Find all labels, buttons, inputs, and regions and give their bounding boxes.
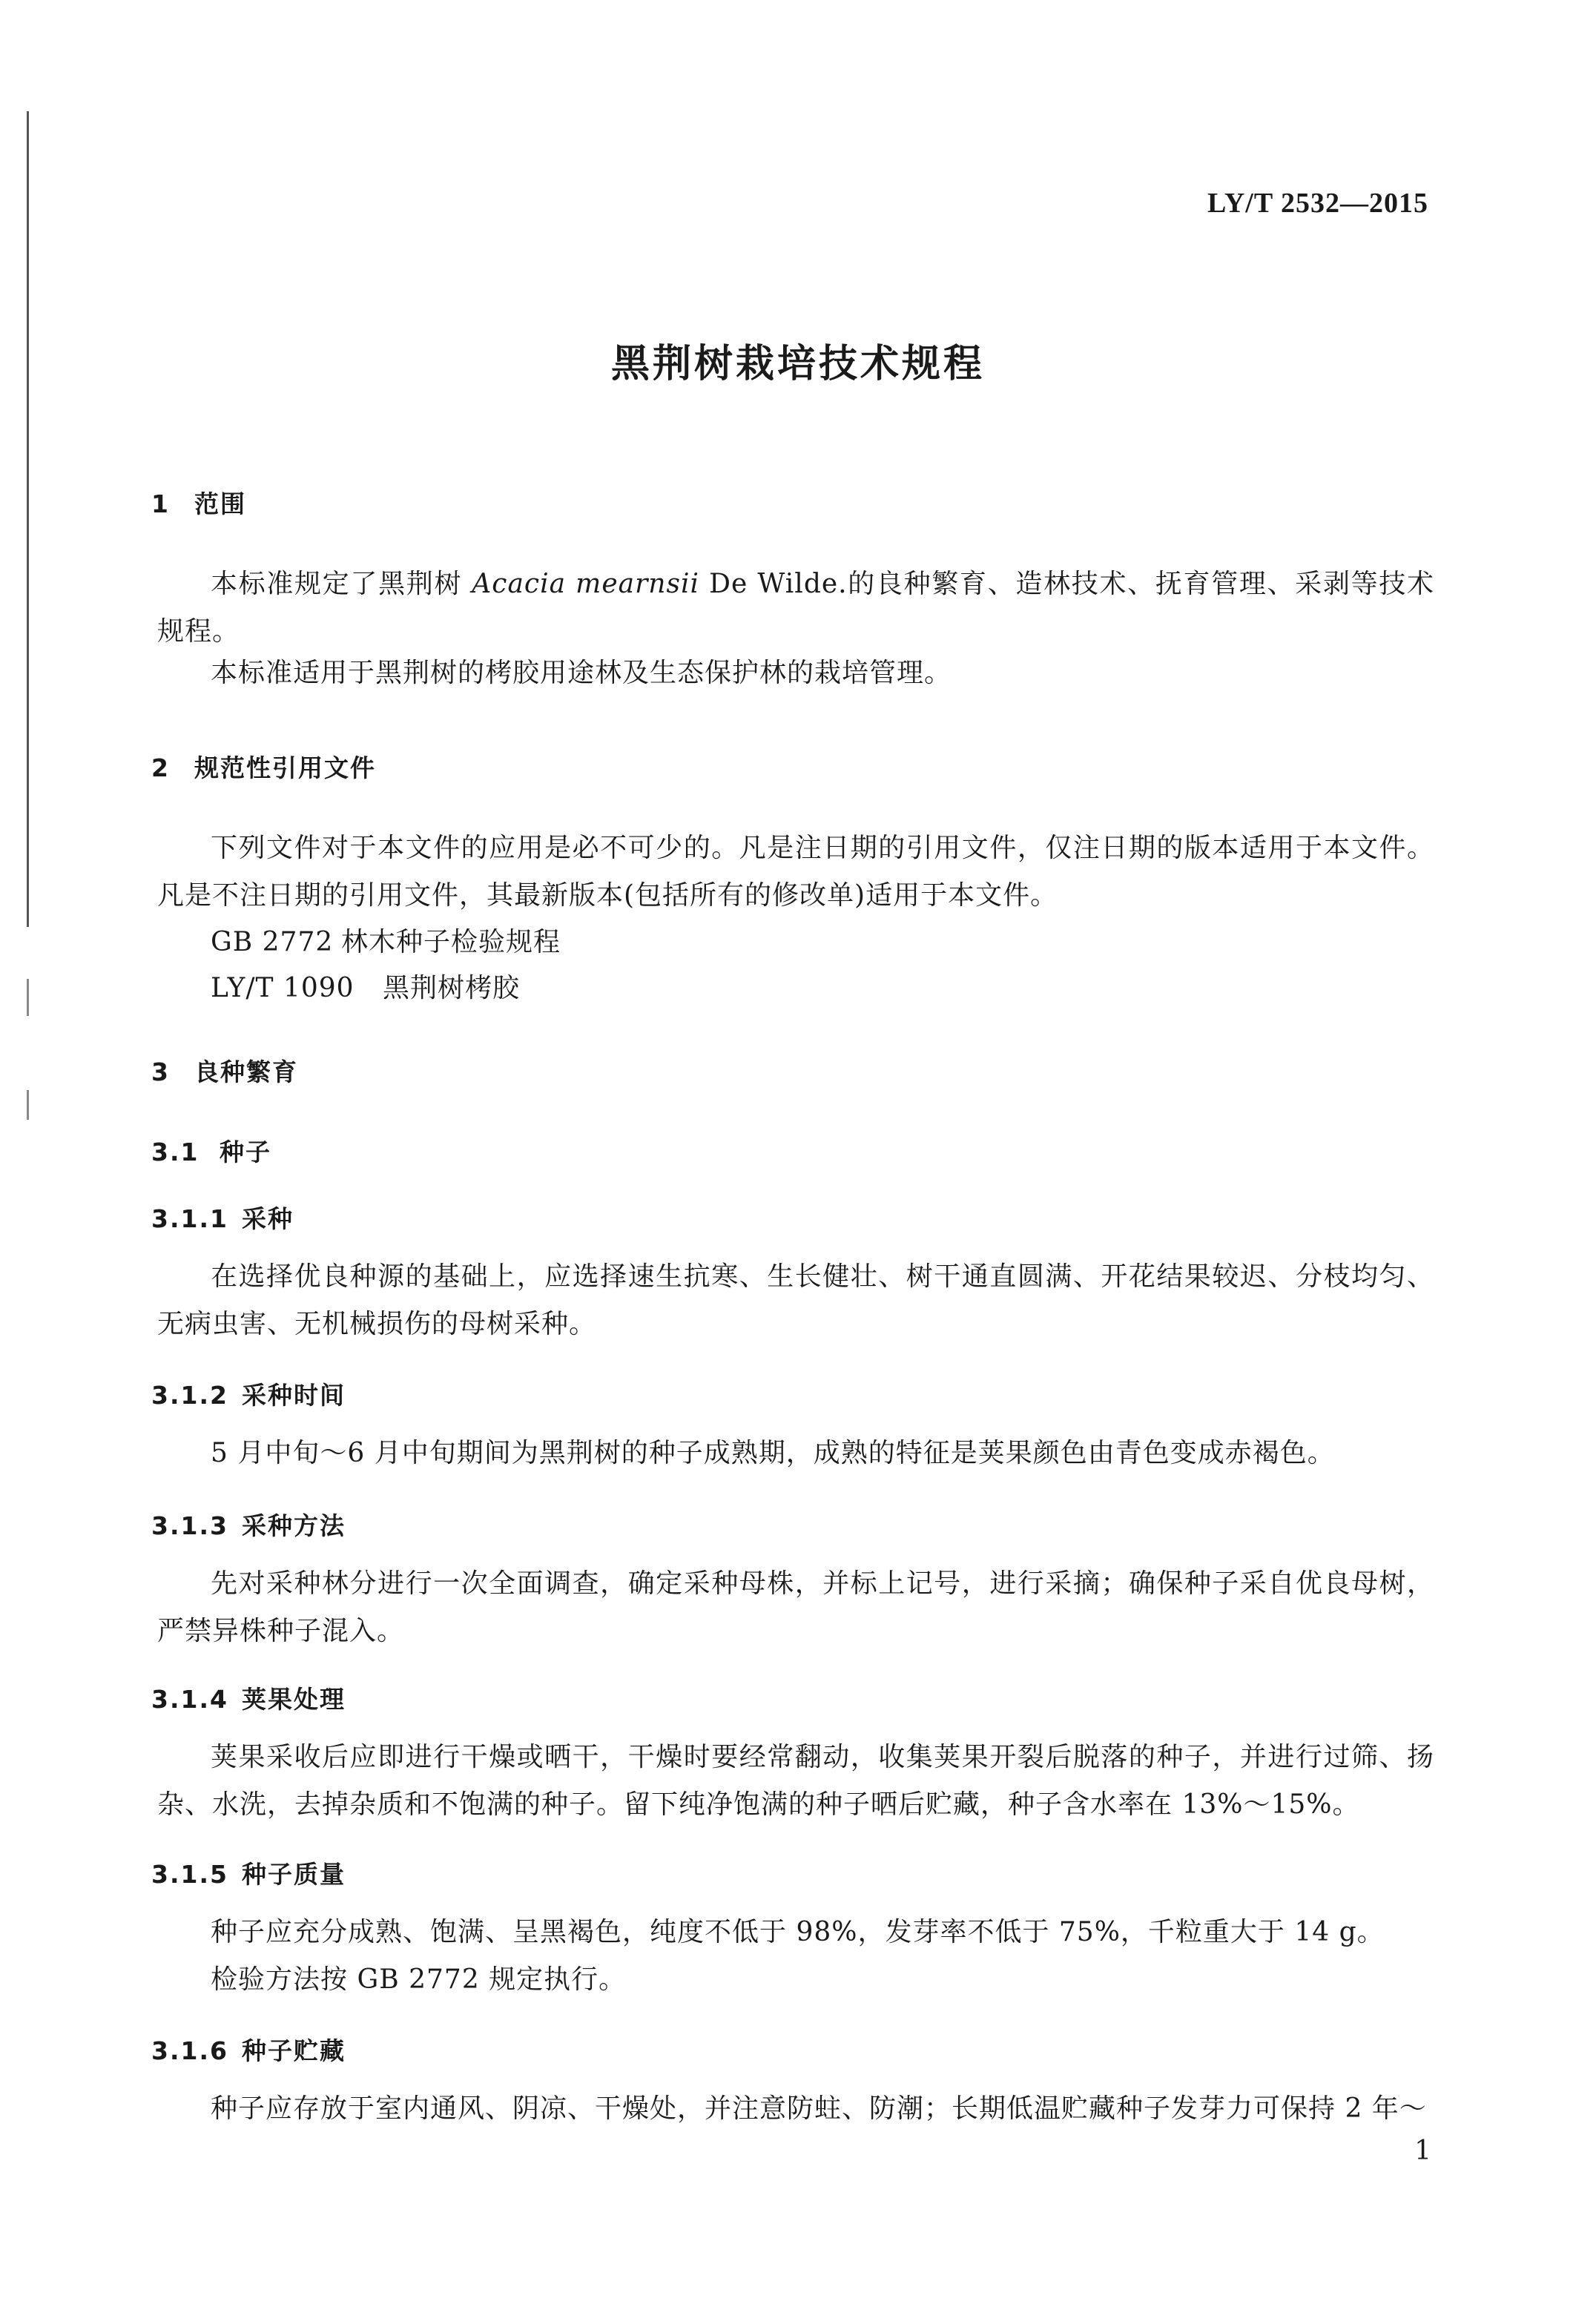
section-number: 2: [151, 753, 170, 782]
section-number: 3.1.5: [151, 1860, 228, 1889]
paragraph-seed-collection: 在选择优良种源的基础上，应选择速生抗寒、生长健壮、树干通直圆满、开花结果较迟、分枝均匀、无病虫害、无机械损伤的母树采种。: [157, 1261, 1434, 1339]
paragraph-seed-storage: 种子应存放于室内通风、阴凉、干燥处，并注意防蛀、防潮；长期低温贮藏种子发芽力可保持 2 年～: [211, 2093, 1427, 2124]
paragraph-normative-refs: 下列文件对于本文件的应用是必不可少的。凡是注日期的引用文件，仅注日期的版本适用于本文件。凡是不注日期的引用文件，其最新版本(包括所有的修改单)适用于本文件。: [157, 833, 1434, 911]
page-number: 1: [1414, 2136, 1431, 2166]
section-number: 3.1.1: [151, 1204, 228, 1233]
subsection-heading-3-1-6: [151, 2032, 346, 2067]
section-title: 采种时间: [242, 1381, 346, 1410]
section-number: 3.1.2: [151, 1381, 228, 1410]
section-number: 1: [151, 489, 170, 518]
section-number: 3: [151, 1057, 170, 1086]
reference-title: 林木种子检验规程: [341, 927, 561, 957]
paragraph-scope-1: [157, 561, 1434, 656]
section-heading-1: [151, 485, 246, 520]
section-title: 种子: [220, 1138, 271, 1166]
subsection-heading-3-1-5: [151, 1855, 346, 1890]
reference-item: [211, 967, 520, 1005]
subsection-heading-3-1: [151, 1133, 271, 1168]
species-name: Acacia mearnsii: [472, 569, 699, 599]
paragraph-scope-2: 本标准适用于黑荆树的栲胶用途林及生态保护林的栽培管理。: [211, 658, 952, 688]
scan-margin-line: [27, 111, 29, 927]
section-number: 3.1: [151, 1138, 200, 1166]
subsection-heading-3-1-2: [151, 1376, 346, 1411]
section-title: 采种: [242, 1204, 294, 1233]
section-title: 荚果处理: [242, 1685, 346, 1714]
reference-code: LY/T 1090: [211, 973, 355, 1003]
section-title: 良种繁育: [194, 1057, 298, 1086]
scan-margin-mark: [27, 1090, 29, 1120]
reference-title: 黑荆树栲胶: [383, 973, 521, 1003]
section-heading-3: [151, 1053, 298, 1088]
section-number: 3.1.3: [151, 1511, 228, 1540]
section-title: 范围: [194, 489, 246, 518]
section-title: 规范性引用文件: [194, 753, 376, 782]
paragraph-seed-quality: 种子应充分成熟、饱满、呈黑褐色，纯度不低于 98%，发芽率不低于 75%，千粒重大于 14 g。: [211, 1917, 1385, 1947]
section-title: 种子贮藏: [242, 2036, 346, 2065]
section-number: 3.1.6: [151, 2036, 228, 2065]
reference-item: [211, 921, 561, 959]
section-title: 采种方法: [242, 1511, 346, 1540]
paragraph-collection-method: 先对采种林分进行一次全面调查，确定采种母株，并标上记号，进行采摘；确保种子采自优良母树，严禁异株种子混入。: [157, 1568, 1434, 1646]
reference-code: GB 2772: [211, 927, 334, 957]
standard-number: LY/T 2532—2015: [1207, 188, 1428, 219]
section-number: 3.1.4: [151, 1685, 228, 1714]
scan-margin-mark: [27, 979, 29, 1016]
paragraph-inspection-method: 检验方法按 GB 2772 规定执行。: [211, 1964, 627, 1995]
subsection-heading-3-1-4: [151, 1680, 346, 1715]
paragraph-collection-time: 5 月中旬～6 月中旬期间为黑荆树的种子成熟期，成熟的特征是荚果颜色由青色变成赤褐色。: [211, 1438, 1335, 1468]
subsection-heading-3-1-1: [151, 1200, 294, 1235]
section-heading-2: [151, 749, 376, 784]
subsection-heading-3-1-3: [151, 1507, 346, 1542]
text-run: 本标准规定了黑荆树: [211, 569, 472, 599]
section-title: 种子质量: [242, 1860, 346, 1889]
document-title: 黑荆树栽培技术规程: [610, 342, 985, 386]
paragraph-pod-processing: 荚果采收后应即进行干燥或晒干，干燥时要经常翻动，收集荚果开裂后脱落的种子，并进行过筛、扬杂、水洗，去掉杂质和不饱满的种子。留下纯净饱满的种子晒后贮藏，种子含水率在 13%～15%。: [157, 1742, 1434, 1820]
text-run: De Wilde.的良种繁育、造林技术、抚育管理、采剥等技术规程。: [157, 569, 1434, 647]
